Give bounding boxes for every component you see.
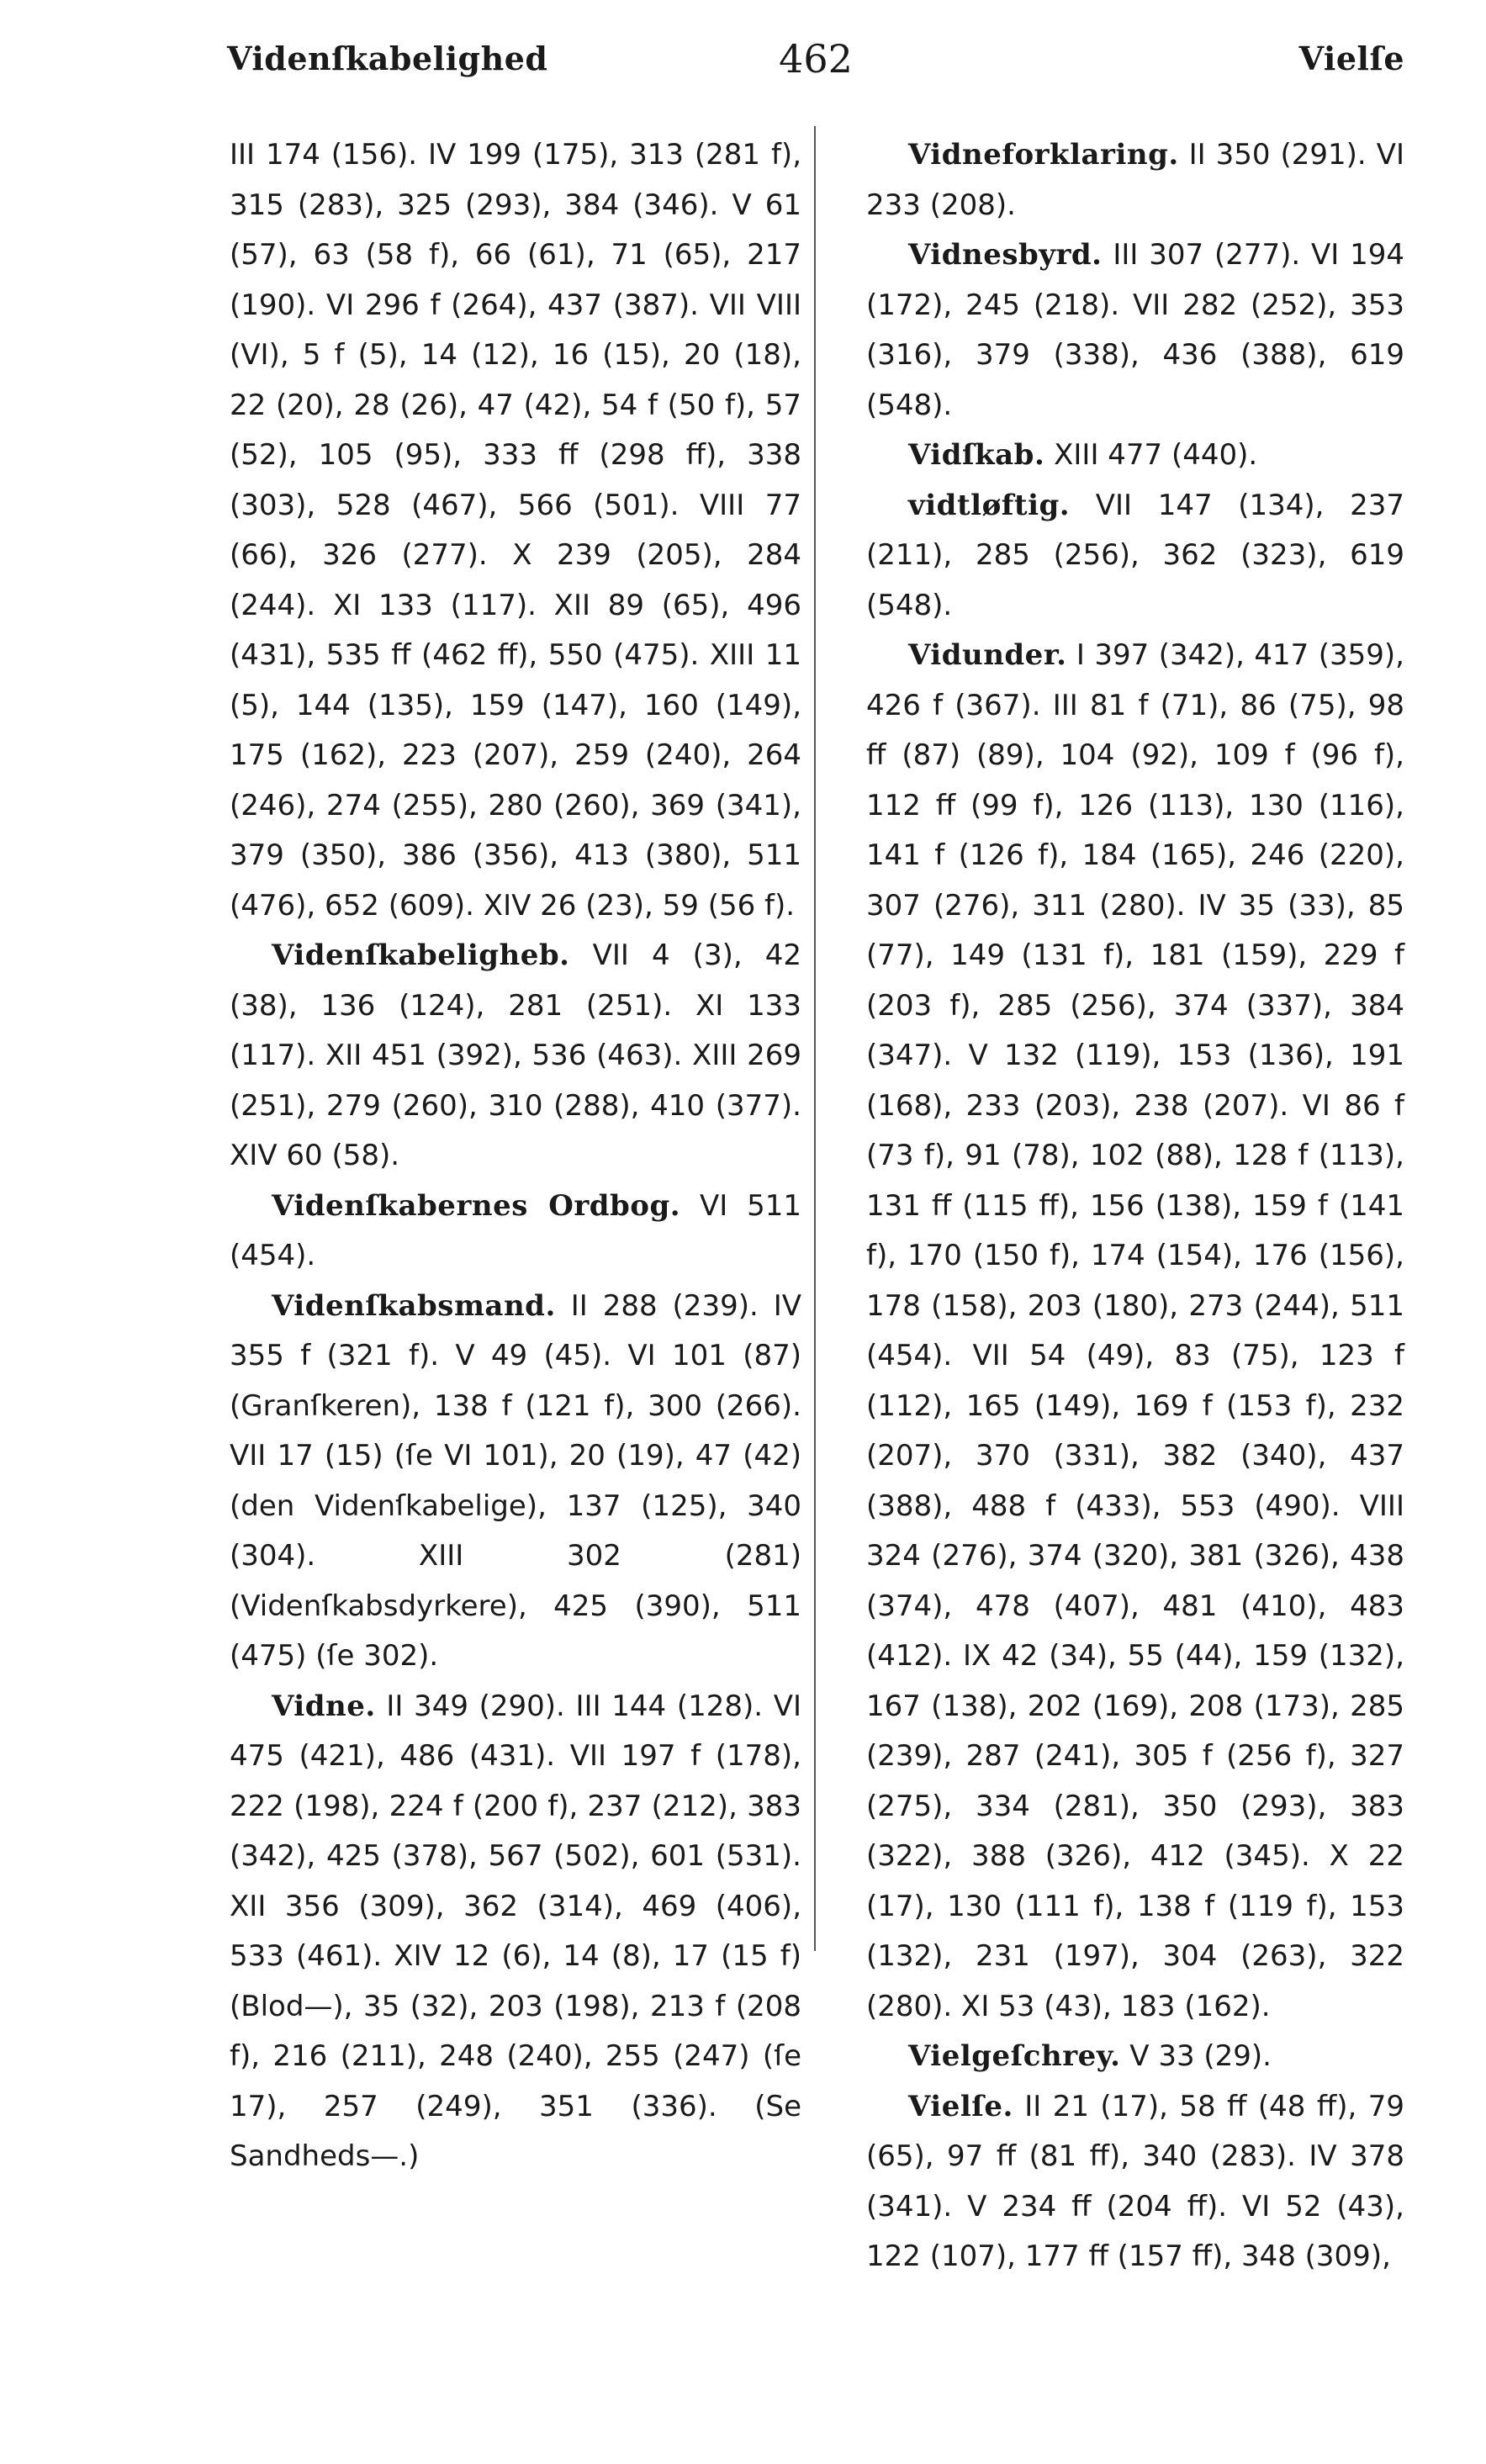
- index-entry: [230, 1682, 801, 2182]
- entry-headword: vidtløftig.: [908, 488, 1071, 522]
- entry-references: XIII 477 (440).: [1054, 438, 1258, 472]
- index-entry: [866, 481, 1404, 632]
- entry-references: VI 511 (454).: [230, 1188, 801, 1272]
- index-entry: [866, 631, 1404, 2032]
- entry-references: II 350 (291). VI 233 (208).: [866, 138, 1404, 222]
- entry-headword: Vidſkab.: [908, 438, 1045, 472]
- entry-headword: Videnſkabernes Ordbog.: [272, 1188, 681, 1223]
- entry-references: II 288 (239). IV 355 f (321 f). V 49 (45). VI 101 (87) (Granſkeren), 138 f (121 f), 300 (266). VII 17 (15) (ſe VI 101), 20 (19), 47 (42) (den Videnſkabelige), 137 (125), 340 (304). XIII 302 (281) (Videnſkabsdyrkere), 425 (390), 511 (475) (ſe 302).: [230, 1288, 801, 1673]
- entry-references: V 33 (29).: [1129, 2039, 1272, 2073]
- running-head: [227, 34, 1404, 93]
- index-entry: [866, 230, 1404, 431]
- column-divider: [814, 126, 816, 1951]
- header-left-catchword: Videnſkabelighed: [227, 40, 548, 77]
- entry-references: II 349 (290). III 144 (128). VI 475 (421), 486 (431). VII 197 f (178), 222 (198), 224 f (200 f), 237 (212), 383 (342), 425 (378), 567 (502), 601 (531). XII 356 (309), 362 (314), 469 (406), 533 (461). XIV 12 (6), 14 (8), 17 (15 f) (Blod—), 35 (32), 203 (198), 213 f (208 f), 216 (211), 248 (240), 255 (247) (ſe 17), 257 (249), 351 (336). (Se Sandheds—.): [230, 1689, 801, 2173]
- entry-headword: Vidunder.: [908, 638, 1067, 672]
- index-entry: [230, 1182, 801, 1282]
- index-entry: [230, 1282, 801, 1682]
- entry-headword: Videnſkabsmand.: [272, 1288, 556, 1323]
- entry-references: VII 147 (134), 237 (211), 285 (256), 362 (323), 619 (548).: [866, 488, 1404, 622]
- entry-references: III 307 (277). VI 194 (172), 245 (218). VII 282 (252), 353 (316), 379 (338), 436 (388), 619 (548).: [866, 238, 1405, 422]
- index-entry: [866, 2082, 1404, 2282]
- index-entry: [866, 130, 1404, 230]
- index-entry: [230, 931, 801, 1182]
- index-entry: [866, 2032, 1404, 2082]
- entry-headword: Vielſe.: [908, 2089, 1013, 2123]
- entry-references: I 397 (342), 417 (359), 426 f (367). III 81 f (71), 86 (75), 98 ff (87) (89), 104 (92), 109 f (96 f), 112 ff (99 f), 126 (113), 130 (116), 141 f (126 f), 184 (165), 246 (220), 307 (276), 311 (280). IV 35 (33), 85 (77), 149 (131 f), 181 (159), 229 f (203 f), 285 (256), 374 (337), 384 (347). V 132 (119), 153 (136), 191 (168), 233 (203), 238 (207). VI 86 f (73 f), 91 (78), 102 (88), 128 f (113), 131 ff (115 ff), 156 (138), 159 f (141 f), 170 (150 f), 174 (154), 176 (156), 178 (158), 203 (180), 273 (244), 511 (454). VII 54 (49), 83 (75), 123 f (112), 165 (149), 169 f (153 f), 232 (207), 370 (331), 382 (340), 437 (388), 488 f (433), 553 (490). VIII 324 (276), 374 (320), 381 (326), 438 (374), 478 (407), 481 (410), 483 (412). IX 42 (34), 55 (44), 159 (132), 167 (138), 202 (169), 208 (173), 285 (239), 287 (241), 305 f (256 f), 327 (275), 334 (281), 350 (293), 383 (322), 388 (326), 412 (345). X 22 (17), 130 (111 f), 138 f (119 f), 153 (132), 231 (197), 304 (263), 322 (280). XI 53 (43), 183 (162).: [866, 638, 1404, 2023]
- index-entry: [230, 130, 801, 931]
- page-number: 462: [779, 36, 853, 82]
- header-right-catchword: Vielſe: [1298, 40, 1404, 77]
- entry-headword: Vidnesbyrd.: [908, 238, 1103, 272]
- entry-headword: Vidne.: [272, 1689, 376, 1723]
- left-column: [230, 130, 801, 2182]
- entry-headword: Vielgeſchrey.: [908, 2039, 1121, 2073]
- right-column: [866, 130, 1404, 2282]
- entry-references: III 174 (156). IV 199 (175), 313 (281 f), 315 (283), 325 (293), 384 (346). V 61 (57), 63 (58 f), 66 (61), 71 (65), 217 (190). VI 296 f (264), 437 (387). VII VIII (VI), 5 f (5), 14 (12), 16 (15), 20 (18), 22 (20), 28 (26), 47 (42), 54 f (50 f), 57 (52), 105 (95), 333 ff (298 ff), 338 (303), 528 (467), 566 (501). VIII 77 (66), 326 (277). X 239 (205), 284 (244). XI 133 (117). XII 89 (65), 496 (431), 535 ff (462 ff), 550 (475). XIII 11 (5), 144 (135), 159 (147), 160 (149), 175 (162), 223 (207), 259 (240), 264 (246), 274 (255), 280 (260), 369 (341), 379 (350), 386 (356), 413 (380), 511 (476), 652 (609). XIV 26 (23), 59 (56 f).: [230, 138, 801, 923]
- entry-references: VII 4 (3), 42 (38), 136 (124), 281 (251). XI 133 (117). XII 451 (392), 536 (463). XIII 269 (251), 279 (260), 310 (288), 410 (377). XIV 60 (58).: [230, 939, 801, 1172]
- entry-headword: Videnſkabeligheb.: [272, 939, 570, 972]
- entry-references: II 21 (17), 58 ff (48 ff), 79 (65), 97 ff (81 ff), 340 (283). IV 378 (341). V 234 ff (204 ff). VI 52 (43), 122 (107), 177 ff (157 ff), 348 (309),: [866, 2089, 1404, 2273]
- entry-headword: Vidneforklaring.: [908, 138, 1179, 172]
- index-entry: [866, 431, 1404, 481]
